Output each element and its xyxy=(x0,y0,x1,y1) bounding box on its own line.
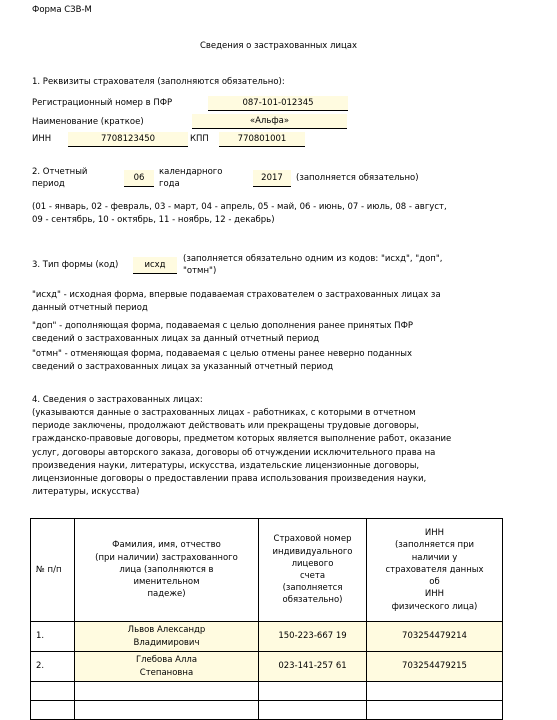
table-header-row xyxy=(31,519,503,622)
period-required-note: (заполняется обязательно) xyxy=(296,173,419,183)
kpp-label: КПП xyxy=(190,134,209,144)
insured-persons-table xyxy=(30,518,503,720)
section2-heading-line1: 2. Отчетный xyxy=(32,167,88,177)
kpp-field[interactable]: 770801001 xyxy=(219,132,305,147)
desc-dop-line2: сведений о застрахованных лицах за данный отчетный период xyxy=(32,333,320,344)
year-label-line2: года xyxy=(159,179,180,189)
section4-desc-line: услуг, договоры авторского заказа, договоры об отчуждении исключительного права на xyxy=(32,447,436,458)
table-row-empty xyxy=(31,701,503,720)
section4-desc-line: (указываются данные о застрахованных лицах - работниках, с которыми в отчетном xyxy=(32,408,416,418)
period-year-field[interactable]: 2017 xyxy=(253,170,291,187)
empty-cell[interactable] xyxy=(367,701,503,720)
section1-heading: 1. Реквизиты страхователя (заполняются обязательно): xyxy=(32,77,285,87)
form-type-field[interactable]: исхд xyxy=(133,257,177,274)
section4-desc-line: произведения науки, литературы, искусства, издательские лицензионные договоры, xyxy=(32,460,420,471)
empty-cell[interactable] xyxy=(259,682,367,701)
desc-otmn xyxy=(32,348,412,373)
empty-cell[interactable] xyxy=(31,682,75,701)
row-inn[interactable]: 703254479215 xyxy=(367,652,503,682)
row-inn[interactable]: 703254479214 xyxy=(367,622,503,652)
desc-ishd-line2: данный отчетный период xyxy=(32,302,148,313)
empty-cell[interactable] xyxy=(259,701,367,720)
form-name: Форма СЗВ-М xyxy=(32,5,92,15)
row-fio[interactable]: Львов Александр Владимирович xyxy=(75,622,259,652)
inn-label: ИНН xyxy=(32,134,52,144)
month-codes-line2: 09 - сентябрь, 10 - октябрь, 11 - ноябрь, 12 - декабрь) xyxy=(32,215,275,225)
period-month-field[interactable]: 06 xyxy=(124,170,154,187)
section3-heading: 3. Тип формы (код) xyxy=(32,260,119,270)
header-inn: ИНН (заполняется при наличии у страхователя данных об ИНН физического лица) xyxy=(367,519,503,622)
row-fio[interactable]: Глебова Алла Степановна xyxy=(75,652,259,682)
empty-cell[interactable] xyxy=(75,682,259,701)
table-row xyxy=(31,622,503,652)
page-title: Сведения о застрахованных лицах xyxy=(199,41,358,51)
empty-cell[interactable] xyxy=(75,701,259,720)
inn-field[interactable]: 7708123450 xyxy=(68,132,188,147)
section4-heading: 4. Сведения о застрахованных лицах: xyxy=(32,395,203,405)
row-snils[interactable]: 150-223-667 19 xyxy=(259,622,367,652)
table-row xyxy=(31,652,503,682)
desc-otmn-line1: "отмн" - отменяющая форма, подаваемая с целью отмены ранее неверно поданных xyxy=(32,349,413,359)
section4-desc-line: литературы, искусства) xyxy=(32,487,140,498)
empty-cell[interactable] xyxy=(367,682,503,701)
section2-heading-line2: период xyxy=(32,179,65,189)
row-num: 2. xyxy=(31,652,75,682)
form-type-note-line1: (заполняется обязательно одним из кодов: "исхд", "доп", xyxy=(183,254,443,264)
desc-ishd-line1: "исхд" - исходная форма, впервые подаваемая страхователем о застрахованных лицах за xyxy=(32,290,441,300)
reg-number-field[interactable]: 087-101-012345 xyxy=(208,96,348,111)
reg-number-label: Регистрационный номер в ПФР xyxy=(32,98,173,108)
desc-dop-line1: "доп" - дополняющая форма, подаваемая с целью дополнения ранее принятых ПФР xyxy=(32,321,414,331)
section4-desc-line: периоде заключены, продолжают действовать или прекращены трудовые договоры, xyxy=(32,421,419,432)
org-name-label: Наименование (краткое) xyxy=(32,117,144,127)
desc-otmn-line2: сведений о застрахованных лицах за указанный отчетный период xyxy=(32,361,334,372)
form-type-note-line2: "отмн") xyxy=(183,266,217,276)
header-snils: Страховой номер индивидуального лицевого счета (заполняется обязательно) xyxy=(259,519,367,622)
org-name-field[interactable]: «Альфа» xyxy=(192,114,347,129)
section4-desc-line: гражданско-правовые договоры, предметом которых является выполнение работ, оказание xyxy=(32,434,452,445)
row-num: 1. xyxy=(31,622,75,652)
month-codes-line1: (01 - январь, 02 - февраль, 03 - март, 04 - апрель, 05 - май, 06 - июнь, 07 - июль, 08 - август, xyxy=(32,202,447,212)
desc-dop xyxy=(32,320,413,345)
header-num: № п/п xyxy=(31,519,75,622)
section4-desc-line: лицензионные договоры о предоставлении права использования произведения науки, xyxy=(32,474,427,485)
empty-cell[interactable] xyxy=(31,701,75,720)
desc-ishd xyxy=(32,289,441,314)
year-label-line1: календарного xyxy=(159,167,223,177)
section4-description xyxy=(32,407,451,499)
header-fio: Фамилия, имя, отчество (при наличии) застрахованного лица (заполняются в именительном падеже) xyxy=(75,519,259,622)
table-row-empty xyxy=(31,682,503,701)
row-snils[interactable]: 023-141-257 61 xyxy=(259,652,367,682)
